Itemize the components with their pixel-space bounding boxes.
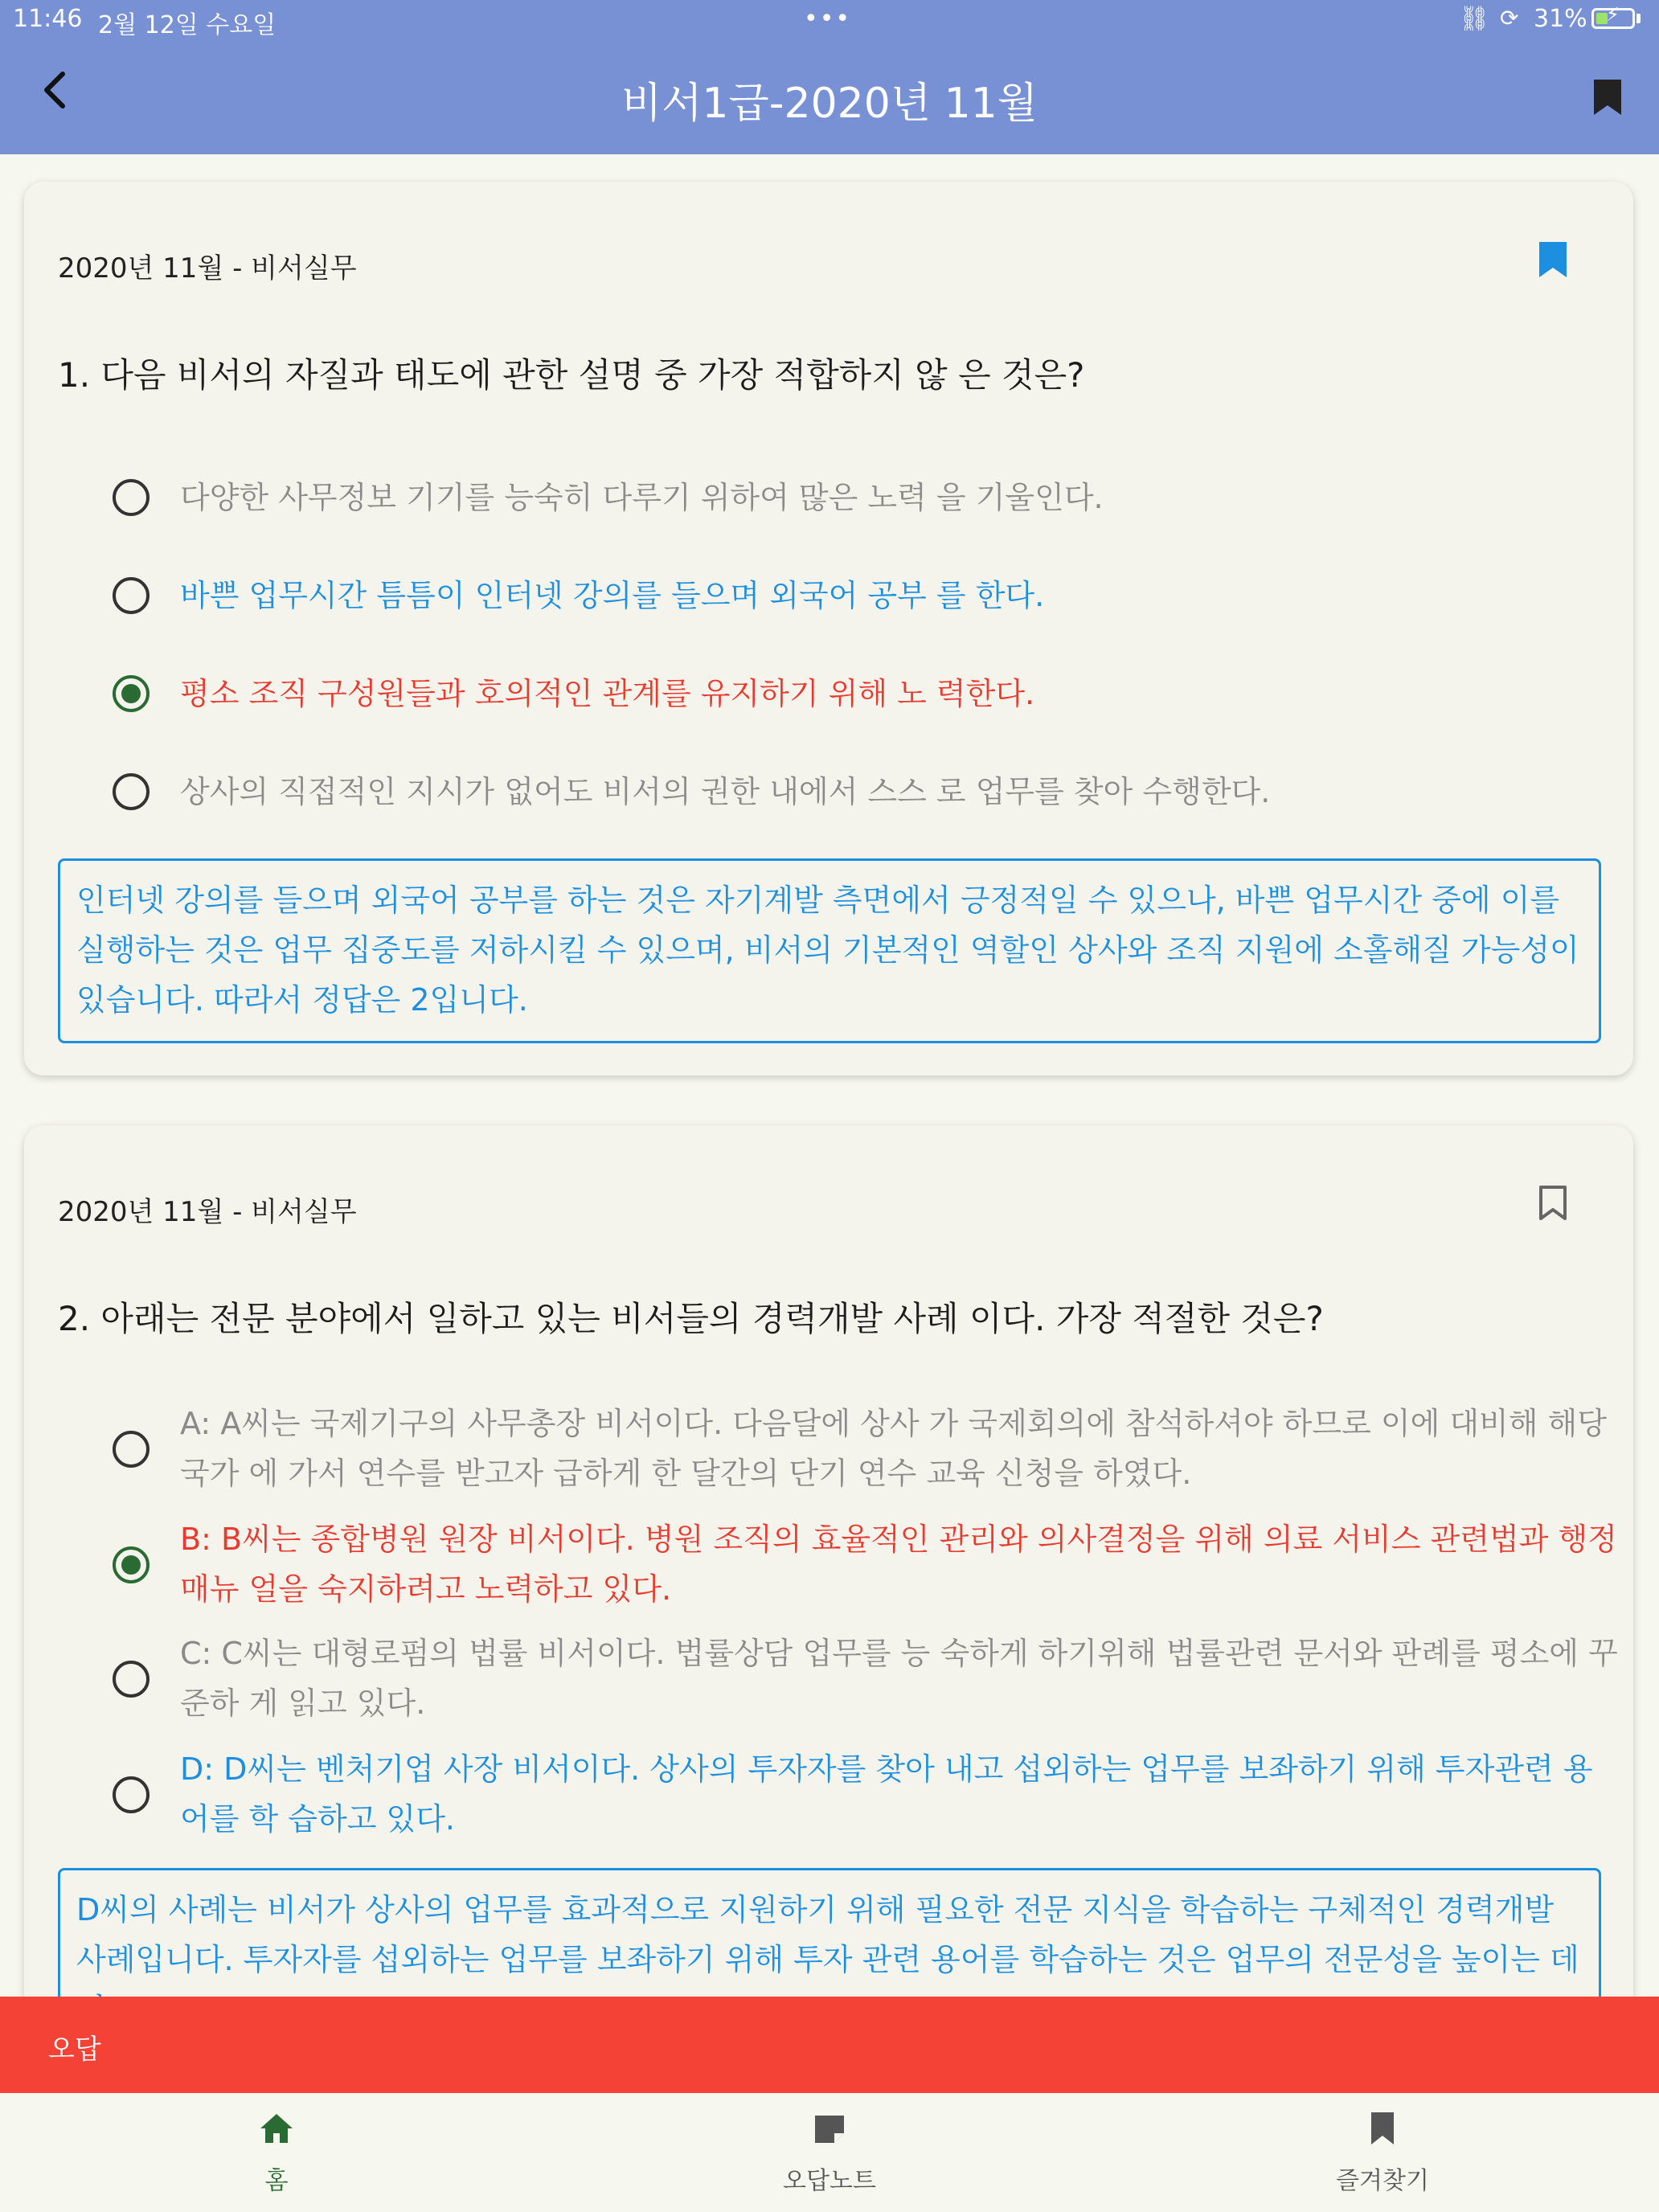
radio-button[interactable]	[113, 773, 150, 810]
orientation-lock-icon: ⟳	[1500, 5, 1519, 31]
radio-button-selected[interactable]	[113, 1546, 150, 1583]
bookmark-filled-icon	[1537, 240, 1569, 280]
question-bookmark-button[interactable]	[1537, 1183, 1569, 1223]
charging-bolt-icon: ⚡	[1606, 3, 1620, 26]
note-icon	[810, 2109, 849, 2148]
bookmark-outline-icon	[1537, 1183, 1569, 1223]
radio-button[interactable]	[113, 577, 150, 614]
radio-button[interactable]	[113, 1431, 150, 1468]
app-header	[0, 0, 1659, 154]
question-meta: 2020년 11월 - 비서실무	[58, 1196, 357, 1228]
bookmark-icon	[1591, 77, 1624, 117]
question-card-1	[24, 182, 1633, 1075]
nav-item-favorites[interactable]	[1262, 2093, 1503, 2212]
battery-nub	[1636, 14, 1641, 23]
option-2[interactable]	[80, 571, 1624, 621]
option-1[interactable]	[80, 1399, 1624, 1498]
header-bookmark-button[interactable]	[1591, 77, 1624, 117]
option-label: 바쁜 업무시간 틈틈이 인터넷 강의를 들으며 외국어 공부 를 한다.	[180, 578, 1045, 613]
nav-label: 즐겨찾기	[1336, 2167, 1429, 2195]
radio-button[interactable]	[113, 1776, 150, 1813]
question-card-2	[24, 1125, 1633, 2090]
option-label: A: A씨는 국제기구의 사무총장 비서이다. 다음달에 상사 가 국제회의에 참석하셔야 하므로 이에 대비해 해당 국가 에 가서 연수를 받고자 급하게 한 달간의 단기 연수 교육 신청을 하였다.	[180, 1406, 1607, 1491]
page-title: 비서1급-2020년 11월	[621, 80, 1038, 128]
status-bar	[0, 0, 1659, 40]
home-icon	[257, 2109, 296, 2148]
status-time: 11:46	[13, 5, 83, 33]
radio-button[interactable]	[113, 1661, 150, 1698]
question-text: 1. 다음 비서의 자질과 태도에 관한 설명 중 가장 적합하지 않 은 것은?	[58, 355, 1085, 395]
multitask-dots[interactable]: •••	[804, 5, 852, 33]
question-text: 2. 아래는 전문 분야에서 일하고 있는 비서들의 경력개발 사례 이다. 가장 적절한 것은?	[58, 1299, 1324, 1338]
link-icon: ⛓	[1459, 5, 1490, 33]
wrong-answer-banner	[0, 1997, 1659, 2093]
nav-item-wrong-notes[interactable]	[709, 2093, 950, 2212]
status-date: 2월 12일 수요일	[98, 11, 276, 39]
question-meta: 2020년 11월 - 비서실무	[58, 252, 357, 285]
option-4[interactable]	[80, 1744, 1624, 1844]
option-4[interactable]	[80, 767, 1624, 817]
radio-button[interactable]	[113, 479, 150, 516]
radio-button-selected[interactable]	[113, 675, 150, 712]
nav-label: 홈	[264, 2167, 289, 2195]
option-2[interactable]	[80, 1514, 1624, 1614]
option-label: 평소 조직 구성원들과 호의적인 관계를 유지하기 위해 노 력한다.	[180, 676, 1035, 711]
option-label: 다양한 사무정보 기기를 능숙히 다루기 위하여 많은 노력 을 기울인다.	[180, 480, 1104, 515]
option-label: B: B씨는 종합병원 원장 비서이다. 병원 조직의 효율적인 관리와 의사결정을 위해 의료 서비스 관련법과 행정매뉴 얼을 숙지하려고 노력하고 있다.	[180, 1522, 1617, 1607]
bottom-navigation	[0, 2093, 1659, 2212]
bookmark-icon	[1363, 2109, 1402, 2148]
explanation-box: D씨의 사례는 비서가 상사의 업무를 효과적으로 지원하기 위해 필요한 전문 지식을 학습하는 구체적인 경력개발 사례입니다. 투자자를 섭외하는 업무를 보좌하기 위해 투자 관련 용어를 학습하는 것은 업무의 전문성을 높이는 데	[58, 1868, 1601, 2061]
explanation-box: 인터넷 강의를 들으며 외국어 공부를 하는 것은 자기계발 측면에서 긍정적일 수 있으나, 바쁜 업무시간 중에 이를 실행하는 것은 업무 집중도를 저하시킬 수 있으며, 비서의 기본적인 역할인 상사와 조직 지원에 소홀해질 가능성이 있습니다. 따라서 정답은 2입니다.	[58, 858, 1601, 1043]
question-bookmark-button[interactable]	[1537, 240, 1569, 280]
option-3[interactable]	[80, 1628, 1624, 1728]
banner-text: 오답	[48, 2034, 101, 2066]
option-label: 상사의 직접적인 지시가 없어도 비서의 권한 내에서 스스 로 업무를 찾아 수행한다.	[180, 774, 1271, 809]
nav-item-home[interactable]	[156, 2093, 397, 2212]
nav-label: 오답노트	[783, 2167, 876, 2195]
option-1[interactable]	[80, 473, 1624, 522]
option-label: C: C씨는 대형로펌의 법률 비서이다. 법률상담 업무를 능 숙하게 하기위해 법률관련 문서와 판례를 평소에 꾸준하 게 읽고 있다.	[180, 1636, 1618, 1721]
option-label: D: D씨는 벤처기업 사장 비서이다. 상사의 투자자를 찾아 내고 섭외하는 업무를 보좌하기 위해 투자관련 용어를 학 습하고 있다.	[180, 1751, 1593, 1837]
battery-percent: 31%	[1534, 5, 1587, 33]
option-3[interactable]	[80, 669, 1624, 719]
